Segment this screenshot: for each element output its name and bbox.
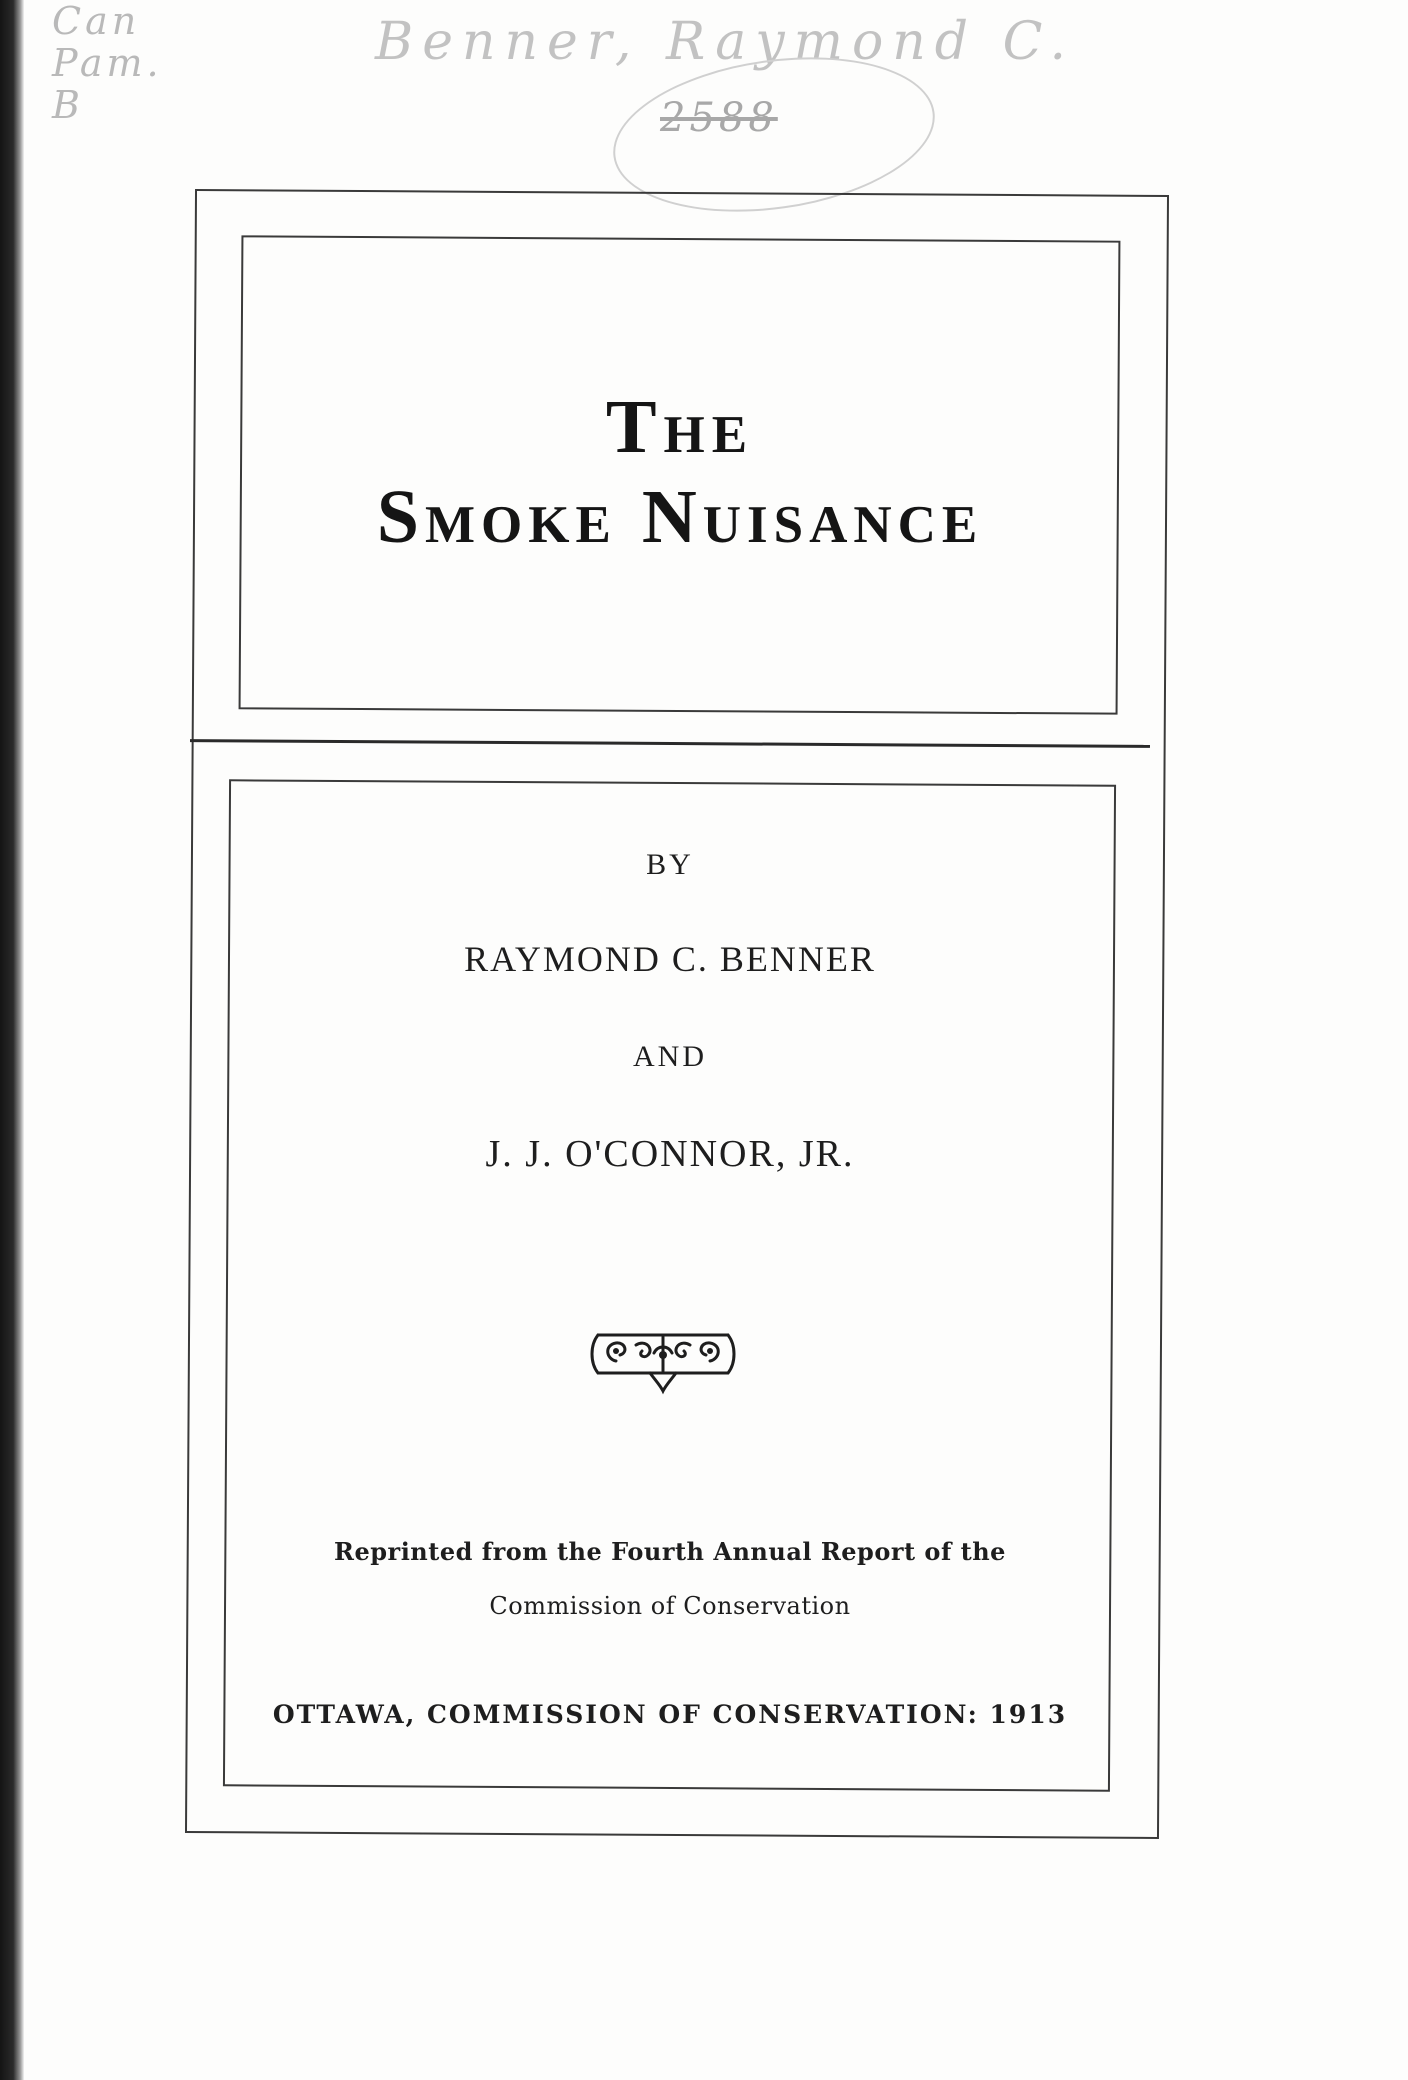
title-line-1: The [605, 385, 755, 469]
publisher-imprint: OTTAWA, COMMISSION OF CONSERVATION: 1913 [272, 1700, 1068, 1729]
reprint-note-line-1: Reprinted from the Fourth Annual Report of the [334, 1537, 1006, 1566]
author-name-2: J. J. O'CONNOR, JR. [485, 1133, 855, 1175]
byline-by: BY [646, 848, 694, 881]
catalog-mark-line: Can [52, 0, 141, 43]
author-border-box [223, 779, 1116, 1791]
book-spine [0, 0, 24, 2080]
handwritten-number-note: 2588 [660, 95, 778, 141]
author-name-1: RAYMOND C. BENNER [464, 939, 876, 979]
byline-and: AND [633, 1040, 707, 1073]
handwritten-catalog-mark [52, 0, 163, 126]
title-line-2: Smoke Nuisance [376, 475, 984, 559]
catalog-mark-line: Pam. [52, 41, 163, 85]
printers-ornament-icon [588, 1315, 738, 1395]
reprint-note-line-2: Commission of Conservation [489, 1592, 851, 1620]
catalog-mark-line: B [52, 83, 84, 127]
handwritten-author-note: Benner, Raymond C. [375, 12, 1076, 72]
